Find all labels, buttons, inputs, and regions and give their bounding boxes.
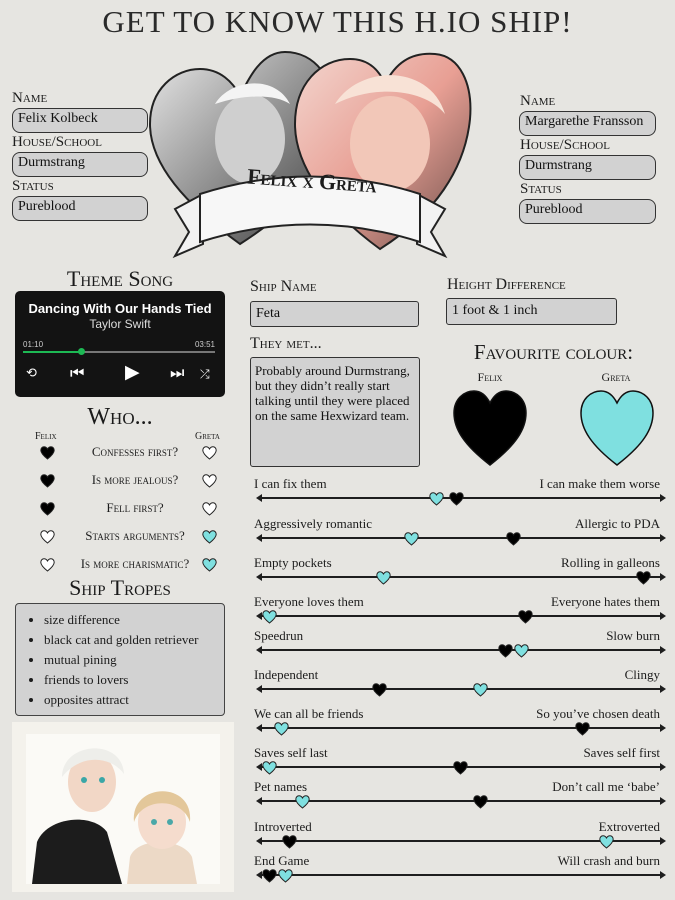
arrow-right-icon [660, 573, 666, 581]
slider-track [262, 615, 660, 617]
felix-house-field: Durmstrang [12, 152, 148, 177]
felix-slider-marker[interactable] [575, 721, 590, 740]
previous-icon[interactable]: ⏮ [70, 363, 85, 382]
greta-slider-marker[interactable] [262, 760, 277, 779]
slider-right-label: So you’ve chosen death [536, 706, 660, 721]
height-diff-label: Height Difference [447, 276, 566, 293]
heart-icon [473, 683, 488, 697]
heart-icon [449, 492, 464, 506]
who-greta-mark [202, 529, 217, 548]
arrow-right-icon [660, 646, 666, 654]
slider-right-label: Allergic to PDA [575, 516, 660, 531]
who-felix-mark [40, 557, 55, 576]
heart-icon [202, 530, 217, 544]
list-item: • friends to lovers [44, 670, 216, 690]
page-title: GET TO KNOW THIS H.IO SHIP! [102, 4, 573, 39]
heart-icon [202, 502, 217, 516]
next-icon[interactable]: ⏭ [170, 363, 185, 382]
who-question: Is more jealous? [91, 472, 179, 487]
heart-icon [295, 795, 310, 809]
song-title: Dancing With Our Hands Tied [28, 301, 212, 316]
slider-right-label: Extroverted [598, 819, 660, 834]
who-felix-mark [40, 529, 55, 548]
ship-banner-text: Felix x Greta [246, 163, 378, 198]
felix-colour-heart-icon [452, 389, 528, 469]
play-icon[interactable]: ▶ [125, 361, 140, 383]
who-heading: Who... [87, 404, 153, 430]
arrow-left-icon [256, 494, 262, 502]
greta-slider-marker[interactable] [514, 643, 529, 662]
felix-status-label: Status [12, 178, 54, 194]
arrow-left-icon [256, 685, 262, 693]
couple-portrait-art [12, 722, 234, 892]
felix-house-label: House/School [12, 134, 102, 150]
list-item: • black cat and golden retriever [44, 630, 216, 650]
heart-icon [575, 722, 590, 736]
who-felix-mark [40, 445, 55, 464]
felix-slider-marker[interactable] [506, 531, 521, 550]
greta-slider-marker[interactable] [429, 491, 444, 510]
slider-track [262, 537, 660, 539]
who-greta-col: Greta [195, 431, 220, 442]
greta-slider-marker[interactable] [295, 794, 310, 813]
heart-icon [514, 644, 529, 658]
greta-slider-marker[interactable] [376, 570, 391, 589]
felix-slider-marker[interactable] [498, 643, 513, 662]
heart-icon [498, 644, 513, 658]
arrow-right-icon [660, 494, 666, 502]
favourite-colour-heading: Favourite colour: [473, 340, 634, 364]
slider-right-label: Saves self first [583, 745, 660, 760]
heart-icon [453, 761, 468, 775]
arrow-left-icon [256, 646, 262, 654]
progress-bar[interactable] [23, 351, 215, 353]
heart-icon [202, 558, 217, 572]
greta-colour-heart-icon [579, 389, 655, 469]
who-greta-mark [202, 557, 217, 576]
felix-name-field: Felix Kolbeck [12, 108, 148, 133]
slider-left-label: Introverted [254, 819, 312, 834]
ship-tropes-heading: Ship Tropes [69, 575, 171, 600]
who-greta-mark [202, 445, 217, 464]
heart-icon [372, 683, 387, 697]
felix-slider-marker[interactable] [636, 570, 651, 589]
who-felix-mark [40, 473, 55, 492]
who-question: Starts arguments? [85, 528, 185, 543]
felix-slider-marker[interactable] [518, 609, 533, 628]
colour-felix-label: Felix [477, 370, 503, 384]
arrow-left-icon [256, 763, 262, 771]
arrow-right-icon [660, 871, 666, 879]
who-question: Is more charismatic? [80, 556, 190, 571]
heart-icon [473, 795, 488, 809]
slider-right-label: Clingy [624, 667, 660, 682]
arrow-left-icon [256, 724, 262, 732]
felix-slider-marker[interactable] [453, 760, 468, 779]
slider-left-label: Pet names [254, 779, 308, 794]
slider-left-label: Independent [254, 667, 319, 682]
heart-icon [40, 474, 55, 488]
greta-house-label: House/School [520, 137, 610, 153]
arrow-right-icon [660, 763, 666, 771]
slider-track [262, 576, 660, 578]
duration-time: 03:51 [194, 340, 215, 349]
ship-name-field: Feta [250, 301, 419, 327]
felix-slider-marker[interactable] [473, 794, 488, 813]
felix-slider-marker[interactable] [372, 682, 387, 701]
slider-left-label: Aggressively romantic [254, 516, 373, 531]
heart-icon [262, 761, 277, 775]
who-question: Confesses first? [91, 444, 179, 459]
greta-slider-marker[interactable] [599, 834, 614, 853]
greta-slider-marker[interactable] [262, 609, 277, 628]
slider-right-label: I can make them worse [539, 476, 660, 491]
arrow-left-icon [256, 837, 262, 845]
slider-right-label: Don’t call me ‘babe’ [552, 779, 660, 794]
heart-icon [429, 492, 444, 506]
music-player [15, 291, 225, 397]
list-item: • opposites attract [44, 690, 216, 710]
arrow-right-icon [660, 837, 666, 845]
slider-right-label: Rolling in galleons [561, 555, 660, 570]
they-met-field: Probably around Durmstrang, but they didn’t really start talking until they were placed on the same Hexwizard team. [250, 357, 420, 467]
slider-track [262, 727, 660, 729]
slider-left-label: Empty pockets [254, 555, 332, 570]
tropes-list [15, 603, 225, 716]
who-felix-col: Felix [35, 431, 57, 442]
heart-icon [274, 722, 289, 736]
greta-status-label: Status [520, 181, 562, 197]
colour-greta-label: Greta [601, 370, 631, 384]
progress-knob[interactable] [78, 348, 85, 355]
greta-slider-marker[interactable] [278, 868, 293, 887]
slider-left-label: We can all be friends [254, 706, 364, 721]
heart-icon [40, 530, 55, 544]
portrait-frame [12, 722, 234, 892]
heart-icon [506, 532, 521, 546]
felix-name-label: Name [12, 90, 48, 106]
heart-icon [518, 610, 533, 624]
theme-song-heading: Theme Song [66, 266, 174, 291]
slider-left-label: Everyone loves them [254, 594, 364, 609]
heart-icon [636, 571, 651, 585]
ship-hearts-art [145, 44, 475, 274]
felix-slider-marker[interactable] [262, 868, 277, 887]
slider-left-label: Saves self last [254, 745, 328, 760]
heart-icon [40, 558, 55, 572]
arrow-left-icon [256, 612, 262, 620]
song-artist: Taylor Swift [89, 317, 151, 331]
felix-slider-marker[interactable] [449, 491, 464, 510]
slider-right-label: Will crash and burn [557, 853, 660, 868]
heart-icon [262, 610, 277, 624]
arrow-right-icon [660, 685, 666, 693]
arrow-right-icon [660, 724, 666, 732]
slider-right-label: Everyone hates them [550, 594, 660, 609]
arrow-right-icon [660, 534, 666, 542]
elapsed-time: 01:10 [23, 340, 44, 349]
slider-left-label: Speedrun [254, 628, 304, 643]
slider-track [262, 688, 660, 690]
arrow-left-icon [256, 871, 262, 879]
heart-icon [40, 446, 55, 460]
who-greta-mark [202, 501, 217, 520]
arrow-left-icon [256, 573, 262, 581]
heart-icon [376, 571, 391, 585]
heart-icon [262, 869, 277, 883]
slider-track [262, 649, 660, 651]
greta-name-field: Margarethe Fransson [519, 111, 656, 136]
who-felix-mark [40, 501, 55, 520]
heart-icon [282, 835, 297, 849]
slider-track [262, 874, 660, 876]
greta-slider-marker[interactable] [404, 531, 419, 550]
heart-icon [599, 835, 614, 849]
who-greta-mark [202, 473, 217, 492]
heart-icon [404, 532, 419, 546]
heart-icon [40, 502, 55, 516]
they-met-label: They met... [250, 335, 322, 352]
slider-right-label: Slow burn [606, 628, 660, 643]
slider-left-label: I can fix them [254, 476, 327, 491]
arrow-right-icon [660, 612, 666, 620]
heart-icon [278, 869, 293, 883]
greta-slider-marker[interactable] [274, 721, 289, 740]
slider-track [262, 800, 660, 802]
greta-name-label: Name [520, 93, 556, 109]
greta-status-field: Pureblood [519, 199, 656, 224]
height-diff-field: 1 foot & 1 inch [446, 298, 617, 325]
heart-icon [202, 474, 217, 488]
felix-slider-marker[interactable] [282, 834, 297, 853]
greta-slider-marker[interactable] [473, 682, 488, 701]
arrow-right-icon [660, 797, 666, 805]
list-item: • mutual pining [44, 650, 216, 670]
felix-status-field: Pureblood [12, 196, 148, 221]
repeat-icon[interactable]: ⟲ [26, 366, 37, 381]
list-item: • size difference [44, 610, 216, 630]
slider-left-label: End Game [254, 853, 310, 868]
heart-icon [202, 446, 217, 460]
arrow-left-icon [256, 797, 262, 805]
greta-house-field: Durmstrang [519, 155, 656, 180]
ship-name-label: Ship Name [250, 278, 317, 295]
arrow-left-icon [256, 534, 262, 542]
who-question: Fell first? [106, 500, 164, 515]
shuffle-icon[interactable]: ⤮ [200, 367, 210, 381]
